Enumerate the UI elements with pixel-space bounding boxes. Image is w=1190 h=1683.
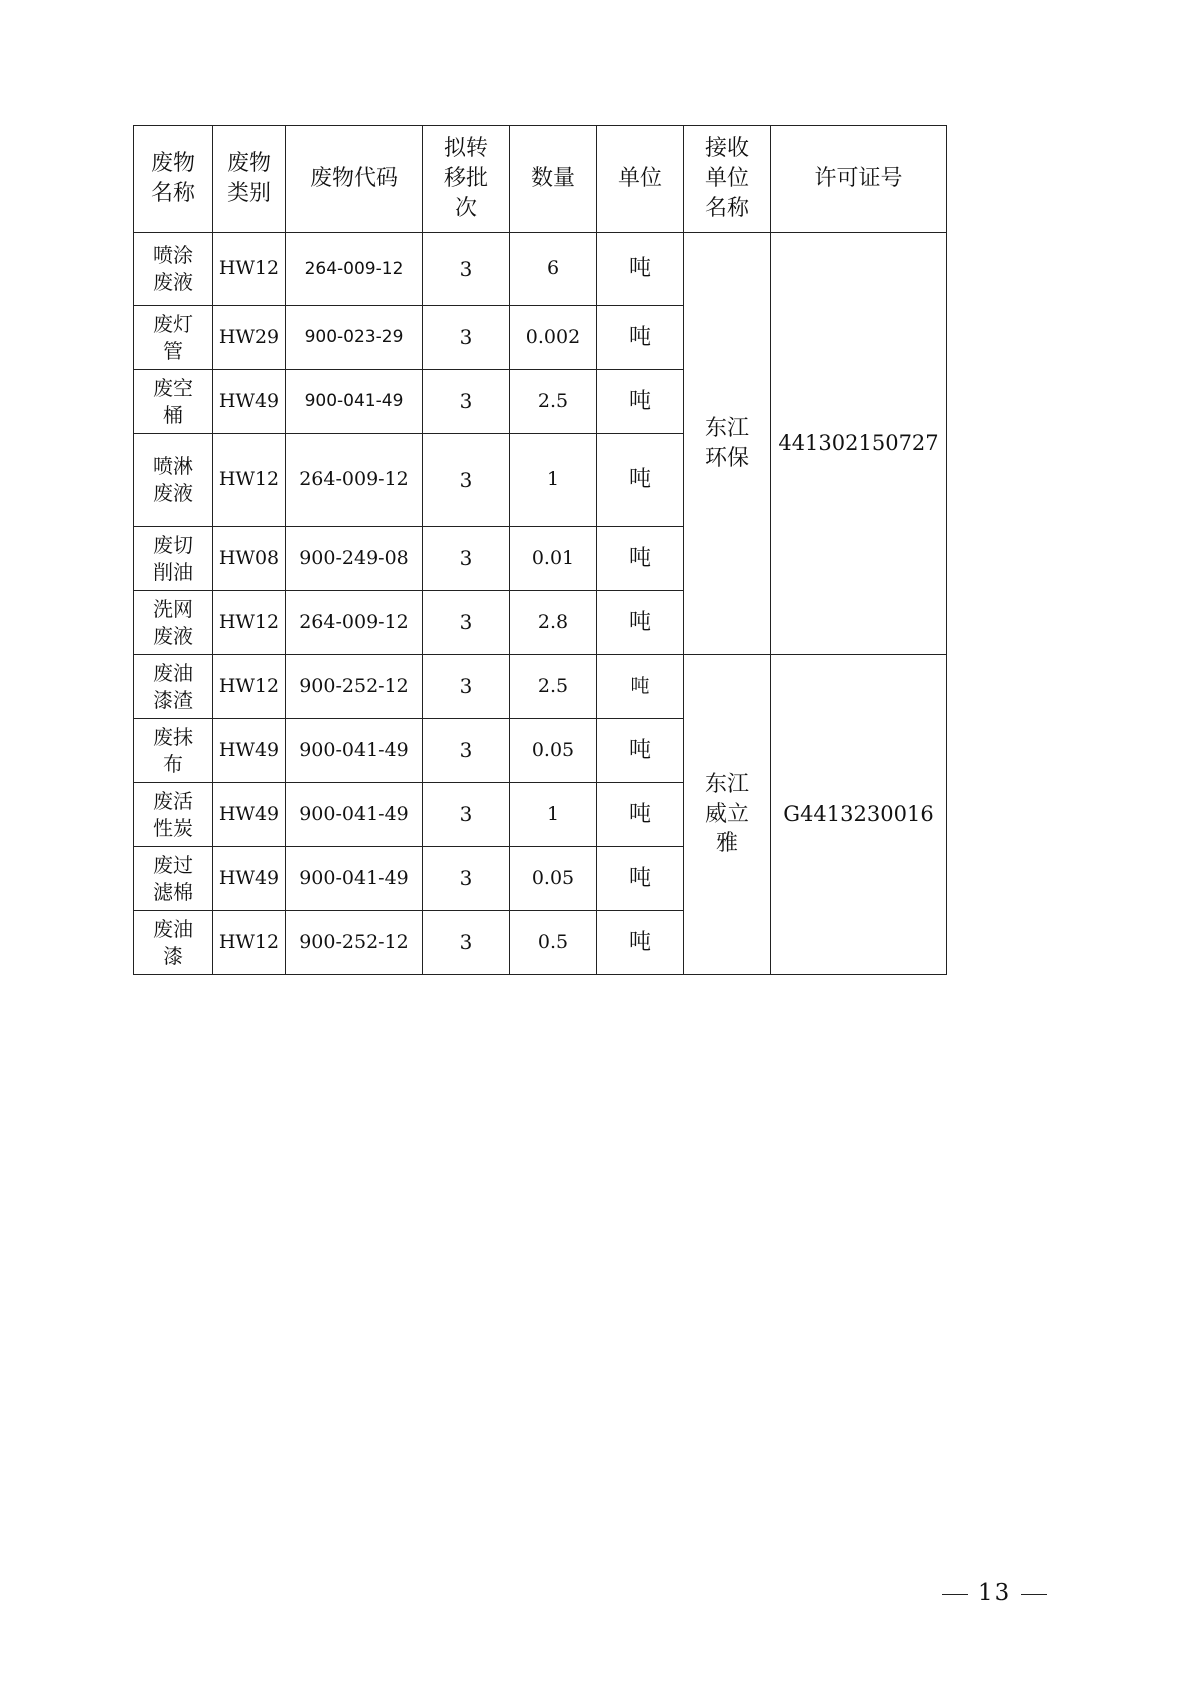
unit: 吨 — [597, 306, 684, 370]
waste-name: 废空 桶 — [134, 370, 213, 434]
waste-category: HW12 — [213, 591, 286, 655]
waste-code: 900-252-12 — [286, 655, 423, 719]
quantity: 0.002 — [510, 306, 597, 370]
unit: 吨 — [597, 370, 684, 434]
dash-left — [942, 1594, 968, 1595]
header-receiver: 接收 单位 名称 — [684, 126, 771, 233]
quantity: 2.5 — [510, 370, 597, 434]
header-unit: 单位 — [597, 126, 684, 233]
quantity: 0.5 — [510, 911, 597, 975]
quantity: 6 — [510, 233, 597, 306]
batch-count: 3 — [423, 847, 510, 911]
quantity: 0.05 — [510, 719, 597, 783]
header-batch: 拟转 移批 次 — [423, 126, 510, 233]
batch-count: 3 — [423, 719, 510, 783]
dash-right — [1021, 1594, 1047, 1595]
quantity: 1 — [510, 434, 597, 527]
header-name: 废物 名称 — [134, 126, 213, 233]
waste-code: 900-249-08 — [286, 527, 423, 591]
quantity: 2.5 — [510, 655, 597, 719]
waste-category: HW49 — [213, 783, 286, 847]
waste-name: 喷淋 废液 — [134, 434, 213, 527]
waste-name: 废切 削油 — [134, 527, 213, 591]
waste-name: 废抹 布 — [134, 719, 213, 783]
header-code: 废物代码 — [286, 126, 423, 233]
waste-name: 废油 漆渣 — [134, 655, 213, 719]
batch-count: 3 — [423, 655, 510, 719]
waste-code: 900-041-49 — [286, 783, 423, 847]
page-number-text: 13 — [978, 1580, 1012, 1606]
batch-count: 3 — [423, 434, 510, 527]
receiver-name: 东江 环保 — [684, 233, 771, 655]
waste-name: 废灯 管 — [134, 306, 213, 370]
unit: 吨 — [597, 591, 684, 655]
waste-code: 900-041-49 — [286, 370, 423, 434]
unit: 吨 — [597, 233, 684, 306]
hazardous-waste-table — [133, 125, 947, 975]
quantity: 0.01 — [510, 527, 597, 591]
waste-category: HW29 — [213, 306, 286, 370]
page-number — [932, 1580, 1057, 1606]
quantity: 1 — [510, 783, 597, 847]
quantity: 2.8 — [510, 591, 597, 655]
waste-code: 264-009-12 — [286, 591, 423, 655]
batch-count: 3 — [423, 527, 510, 591]
waste-code: 264-009-12 — [286, 434, 423, 527]
unit: 吨 — [597, 911, 684, 975]
unit: 吨 — [597, 783, 684, 847]
unit: 吨 — [597, 847, 684, 911]
waste-code: 900-252-12 — [286, 911, 423, 975]
unit: 吨 — [597, 527, 684, 591]
waste-name: 废过 滤棉 — [134, 847, 213, 911]
permit-number: 441302150727 — [771, 233, 947, 655]
waste-category: HW08 — [213, 527, 286, 591]
waste-name: 洗网 废液 — [134, 591, 213, 655]
waste-category: HW12 — [213, 233, 286, 306]
waste-category: HW49 — [213, 847, 286, 911]
batch-count: 3 — [423, 783, 510, 847]
batch-count: 3 — [423, 911, 510, 975]
waste-category: HW49 — [213, 370, 286, 434]
permit-number: G4413230016 — [771, 655, 947, 975]
waste-name: 废活 性炭 — [134, 783, 213, 847]
receiver-name: 东江 威立 雅 — [684, 655, 771, 975]
waste-code: 900-041-49 — [286, 719, 423, 783]
waste-category: HW12 — [213, 655, 286, 719]
waste-name: 废油 漆 — [134, 911, 213, 975]
table-row — [134, 655, 947, 719]
unit: 吨 — [597, 655, 684, 719]
header-permit: 许可证号 — [771, 126, 947, 233]
batch-count: 3 — [423, 370, 510, 434]
waste-code: 900-023-29 — [286, 306, 423, 370]
batch-count: 3 — [423, 306, 510, 370]
waste-code: 900-041-49 — [286, 847, 423, 911]
table-row — [134, 233, 947, 306]
unit: 吨 — [597, 719, 684, 783]
unit: 吨 — [597, 434, 684, 527]
header-category: 废物 类别 — [213, 126, 286, 233]
waste-category: HW12 — [213, 434, 286, 527]
batch-count: 3 — [423, 233, 510, 306]
waste-name: 喷涂 废液 — [134, 233, 213, 306]
quantity: 0.05 — [510, 847, 597, 911]
header-row — [134, 126, 947, 233]
waste-category: HW12 — [213, 911, 286, 975]
waste-code: 264-009-12 — [286, 233, 423, 306]
batch-count: 3 — [423, 591, 510, 655]
header-quantity: 数量 — [510, 126, 597, 233]
waste-category: HW49 — [213, 719, 286, 783]
